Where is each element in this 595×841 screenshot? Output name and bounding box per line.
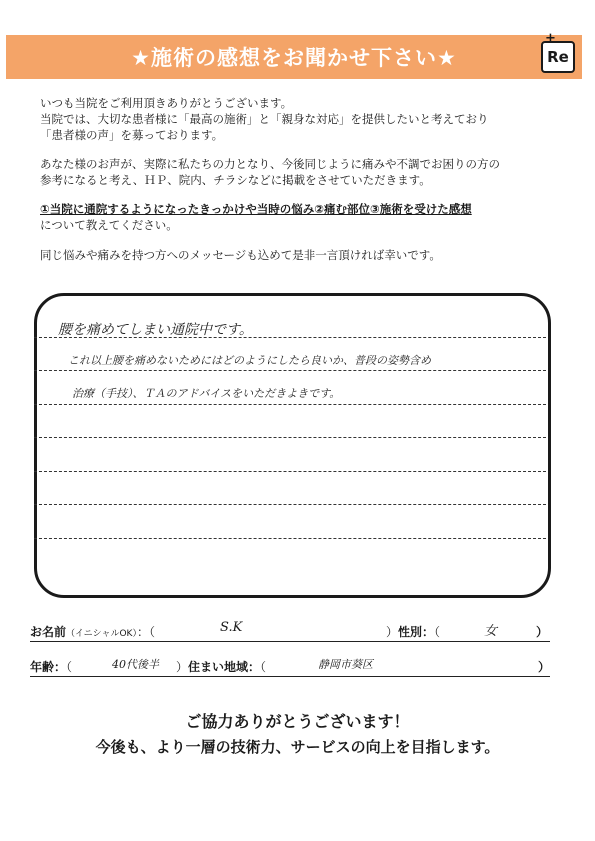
handwritten-comment-2: これ以上腰を痛めないためにはどのようにしたら良いか、普段の姿勢含め bbox=[68, 354, 431, 367]
age-open: （ bbox=[66, 660, 73, 674]
gender-value: 女 bbox=[484, 624, 498, 639]
page-title: ★施術の感想をお聞かせ下さい★ bbox=[131, 46, 457, 70]
name-gender-row bbox=[30, 623, 155, 640]
logo-text: Re bbox=[547, 48, 569, 66]
intro-line-7: について教えてください。 bbox=[40, 218, 178, 232]
area-label: 住まい地域： bbox=[188, 660, 261, 674]
comment-line-6 bbox=[34, 504, 546, 505]
age-row bbox=[30, 658, 72, 675]
intro-text bbox=[40, 95, 570, 276]
handwritten-comment-1: 腰を痛めてしまい通院中です。 bbox=[58, 322, 253, 338]
thanks-heading: ご協力ありがとうございます！ bbox=[185, 712, 410, 731]
handwritten-comment-3: 治療（手技）、ＴＡのアドバイスをいただきよきです。 bbox=[72, 387, 341, 400]
logo-plus-mark: + bbox=[545, 31, 556, 46]
gender-group bbox=[386, 623, 440, 640]
comment-line-4 bbox=[34, 437, 546, 438]
clinic-logo bbox=[541, 31, 575, 73]
intro-line-3: 「患者様の声」を募っております。 bbox=[40, 128, 224, 142]
intro-line-8: 同じ悩みや痛みを持つ方へのメッセージも込めて是非一言頂ければ幸いです。 bbox=[40, 248, 441, 262]
intro-paragraph-1 bbox=[40, 95, 570, 143]
intro-paragraph-3 bbox=[40, 201, 570, 233]
gender-close: ） bbox=[536, 625, 549, 639]
comment-line-2 bbox=[34, 370, 546, 371]
gender-open: （ bbox=[434, 625, 441, 639]
intro-line-4: あなた様のお声が、実際に私たちの力となり、今後同じように痛みや不調でお困りの方の bbox=[40, 157, 500, 171]
intro-line-5: 参考になると考え、ＨＰ、院内、チラシなどに掲載をさせていただきます。 bbox=[40, 173, 431, 187]
comment-line-5 bbox=[34, 471, 546, 472]
gender-label: 性別： bbox=[398, 625, 435, 639]
name-open: ：（ bbox=[136, 625, 155, 639]
intro-paragraph-2 bbox=[40, 156, 570, 188]
area-group bbox=[176, 658, 266, 675]
comment-line-7 bbox=[34, 538, 546, 539]
name-hint: （イニシャルOK） bbox=[66, 629, 137, 639]
age-underline bbox=[30, 676, 550, 677]
intro-line-2: 当院では、大切な患者様に「最高の施術」と「親身な対応」を提供したいと考えており bbox=[40, 112, 489, 126]
name-underline bbox=[30, 641, 550, 642]
age-label: 年齢： bbox=[30, 660, 67, 674]
area-close: ） bbox=[538, 660, 551, 674]
comment-line-3 bbox=[34, 404, 546, 405]
age-value: 40代後半 bbox=[112, 658, 159, 671]
intro-paragraph-4 bbox=[40, 247, 570, 263]
intro-line-1: いつも当院をご利用頂きありがとうございます。 bbox=[40, 96, 293, 110]
title-banner bbox=[6, 35, 582, 79]
age-close: ） bbox=[176, 660, 189, 674]
question-prompt: ①当院に通院するようになったきっかけや当時の悩み②痛む部位③施術を受けた感想 bbox=[40, 202, 472, 216]
name-label: お名前 bbox=[30, 625, 67, 639]
name-value: S.K bbox=[220, 620, 243, 635]
area-value: 静岡市葵区 bbox=[318, 658, 373, 671]
name-close: ） bbox=[386, 625, 399, 639]
area-open: （ bbox=[260, 660, 267, 674]
thanks-message: 今後も、より一層の技術力、サービスの向上を目指します。 bbox=[95, 738, 500, 756]
